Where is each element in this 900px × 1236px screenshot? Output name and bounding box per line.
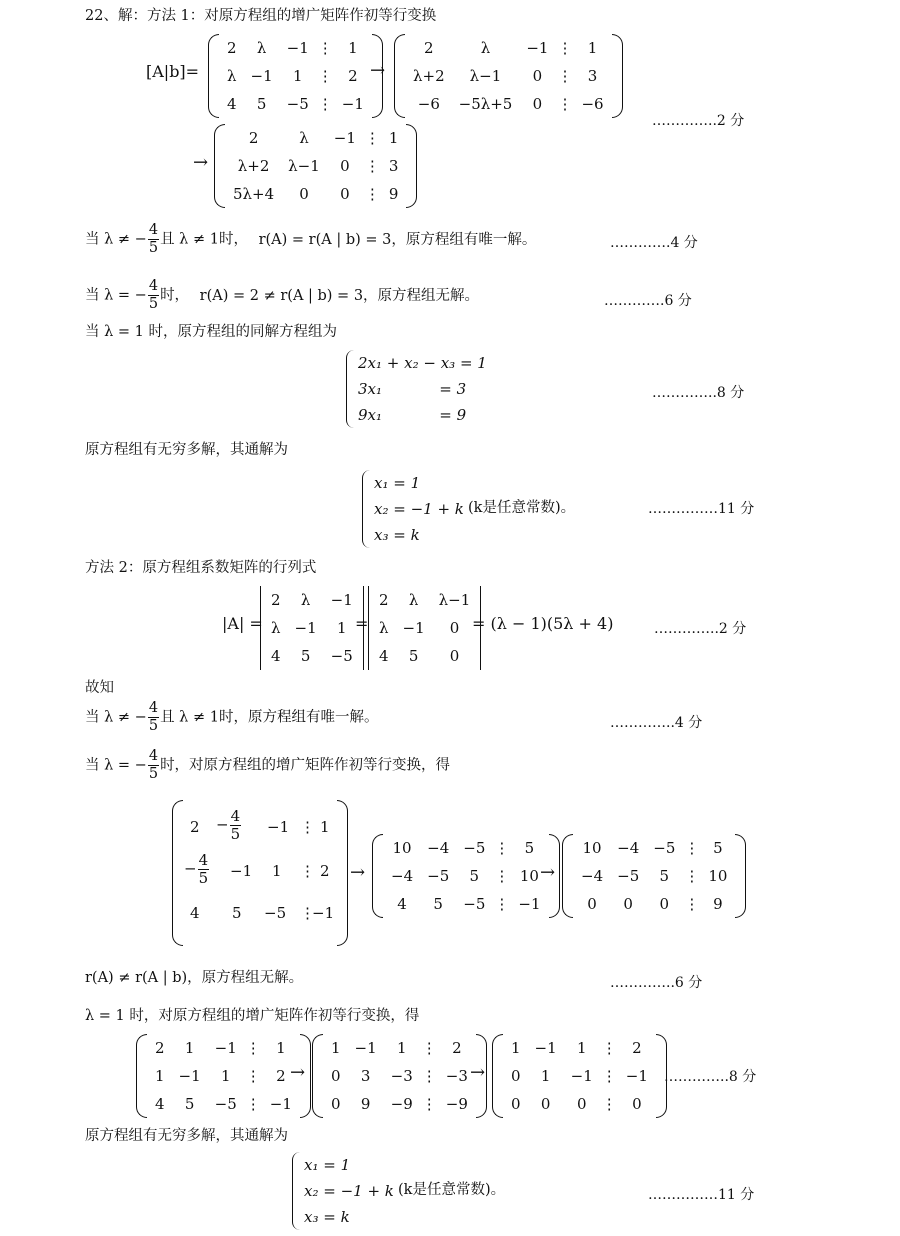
matrix-cell: 2 <box>155 1039 165 1057</box>
matrix-cell: ⋮ <box>245 1067 261 1085</box>
system-eq-2: 3x₁ = 3 <box>358 380 467 398</box>
score-8b: …………..8 分 <box>664 1069 757 1085</box>
arrow: → <box>370 60 386 81</box>
matrix-cell: −1 <box>518 895 541 913</box>
matrix-cell: 5λ+4 <box>233 185 275 203</box>
matrix-cell: 5 <box>433 895 443 913</box>
matrix-cell: −4 <box>427 839 450 857</box>
unique-condition: 当 λ ≠ − $\frac{4}{5}$ 且 λ ≠ 1时， r(A) = r(A | b) = 3，原方程组有唯一解。 <box>85 222 537 256</box>
matrix-cell: ⋮ <box>245 1039 261 1057</box>
matrix-cell: −5 <box>214 1095 237 1113</box>
score-4b: …………..4 分 <box>610 715 703 731</box>
m2a-cell: − $\frac{4}{5}$ <box>216 807 241 843</box>
matrix-cell: 2 <box>379 591 389 609</box>
matrix-m3b <box>312 1034 487 1118</box>
matrix-cell: −9 <box>390 1095 413 1113</box>
matrix-cell: 2 <box>276 1067 286 1085</box>
matrix-m1b <box>394 34 623 118</box>
matrix-m2a <box>172 800 348 946</box>
matrix-cell: ⋮ <box>557 95 573 113</box>
matrix-cell: 0 <box>331 1067 341 1085</box>
matrix-cell: 9 <box>360 1095 371 1113</box>
m2a-cell: −1 <box>312 904 335 922</box>
matrix-cell: ⋮ <box>364 157 380 175</box>
m2a-cell: ⋮ <box>300 818 315 836</box>
matrix-cell: 5 <box>524 839 535 857</box>
score-4a: ………….4 分 <box>610 235 698 251</box>
det-result: = (λ − 1)(5λ + 4) <box>472 614 614 633</box>
matrix-cell: 1 <box>511 1039 521 1057</box>
m2-no-solution: r(A) ≠ r(A | b)，原方程组无解。 <box>85 970 304 986</box>
matrix-cell: 1 <box>184 1039 195 1057</box>
matrix-cell: ⋮ <box>364 129 380 147</box>
sol-1: x₁ = 1 <box>374 474 421 492</box>
matrix-cell: ⋮ <box>601 1095 617 1113</box>
m2a-cell: 1 <box>320 818 330 836</box>
matrix-cell: 1 <box>336 619 347 637</box>
matrix-cell: ⋮ <box>421 1067 437 1085</box>
m2a-cell: −1 <box>267 818 290 836</box>
matrix-cell: λ <box>480 39 491 57</box>
score-6b: …………..6 分 <box>610 975 703 991</box>
m2a-cell: − $\frac{4}{5}$ <box>184 851 209 887</box>
matrix-m3a <box>136 1034 311 1118</box>
matrix-cell: ⋮ <box>364 185 380 203</box>
matrix-cell: λ <box>300 591 311 609</box>
matrix-cell: ⋮ <box>494 895 510 913</box>
score-2a: …………..2 分 <box>652 113 745 129</box>
matrix-cell: λ−1 <box>469 67 502 85</box>
m2a-cell: −5 <box>264 904 287 922</box>
matrix-cell: −1 <box>330 591 353 609</box>
arrow: → <box>350 862 366 883</box>
arrow: → <box>290 1062 306 1083</box>
matrix-cell: −1 <box>354 1039 377 1057</box>
m2a-cell: ⋮ <box>300 904 315 922</box>
matrix-cell: λ <box>299 129 309 147</box>
matrix-cell: −1 <box>250 67 273 85</box>
matrix-cell: 5 <box>256 95 267 113</box>
matrix-cell: 2 <box>248 129 259 147</box>
sol2-note: (k是任意常数)。 <box>398 1182 506 1198</box>
matrix-cell: 0 <box>623 895 633 913</box>
matrix-cell: 1 <box>276 1039 286 1057</box>
matrix-cell: 1 <box>396 1039 407 1057</box>
matrix-cell: 1 <box>220 1067 231 1085</box>
matrix-cell: 0 <box>511 1095 521 1113</box>
matrix-cell: ⋮ <box>317 95 333 113</box>
matrix-cell: −1 <box>269 1095 292 1113</box>
matrix-cell: −5 <box>427 867 450 885</box>
score-11a: ……………11 分 <box>648 501 755 517</box>
matrix-cell: 0 <box>632 1095 642 1113</box>
solution-brace <box>362 470 464 548</box>
matrix-cell: λ <box>379 619 389 637</box>
sol-2: x₂ = −1 + k <box>374 500 464 518</box>
matrix-cell: λ+2 <box>237 157 270 175</box>
matrix-cell: 1 <box>587 39 598 57</box>
score-11b: ……………11 分 <box>648 1187 755 1203</box>
matrix-cell: −5 <box>617 867 640 885</box>
matrix-cell: −1 <box>294 619 317 637</box>
arrow: → <box>540 862 556 883</box>
matrix-cell: 1 <box>292 67 303 85</box>
matrix-cell: 2 <box>452 1039 462 1057</box>
matrix-cell: −4 <box>391 867 414 885</box>
matrix-cell: 0 <box>511 1067 521 1085</box>
matrix-cell: −4 <box>617 839 640 857</box>
matrix-cell: 2 <box>348 67 358 85</box>
no-solution-condition: 当 λ = − $\frac{4}{5}$ 时， r(A) = 2 ≠ r(A | b) = 3，原方程组无解。 <box>85 278 480 312</box>
matrix-cell: 2 <box>227 39 237 57</box>
matrix-cell: −5 <box>286 95 309 113</box>
matrix-cell: ⋮ <box>494 839 510 857</box>
matrix-cell: ⋮ <box>557 39 573 57</box>
sol2-2: x₂ = −1 + k <box>304 1182 394 1200</box>
matrix-cell: −6 <box>581 95 604 113</box>
matrix-cell: 5 <box>713 839 723 857</box>
matrix-cell: λ−1 <box>438 591 471 609</box>
matrix-cell: −5λ+5 <box>458 95 513 113</box>
matrix-cell: 0 <box>540 1095 551 1113</box>
matrix-cell: −1 <box>526 39 549 57</box>
matrix-cell: 5 <box>184 1095 195 1113</box>
matrix-cell: 1 <box>388 129 399 147</box>
augmented-label: [A|b]= <box>146 62 200 81</box>
matrix-cell: 5 <box>408 647 419 665</box>
matrix-cell: 5 <box>300 647 311 665</box>
matrix-cell: 1 <box>331 1039 341 1057</box>
sol-3: x₃ = k <box>374 526 420 544</box>
matrix-cell: −5 <box>653 839 676 857</box>
solution-brace-2 <box>292 1152 394 1230</box>
matrix-cell: 4 <box>379 647 389 665</box>
m2a-cell: ⋮ <box>300 862 315 880</box>
matrix-cell: 10 <box>708 867 728 885</box>
matrix-cell: 2 <box>632 1039 642 1057</box>
matrix-cell: 0 <box>532 67 543 85</box>
matrix-m2c <box>562 834 746 918</box>
matrix-cell: ⋮ <box>317 67 333 85</box>
arrow: → <box>193 152 209 173</box>
system-brace <box>346 350 487 428</box>
matrix-cell: 0 <box>299 185 309 203</box>
matrix-cell: ⋮ <box>557 67 573 85</box>
matrix-cell: ⋮ <box>317 39 333 57</box>
matrix-cell: 3 <box>360 1067 371 1085</box>
matrix-cell: 2 <box>424 39 434 57</box>
matrix-cell: 1 <box>348 39 358 57</box>
matrix-cell: 0 <box>659 895 670 913</box>
matrix-cell: −1 <box>402 619 425 637</box>
matrix-cell: 2 <box>271 591 281 609</box>
sol-note: (k是任意常数)。 <box>468 500 576 516</box>
matrix-cell: ⋮ <box>601 1067 617 1085</box>
matrix-cell: −1 <box>570 1067 593 1085</box>
matrix-cell: λ+2 <box>413 67 445 85</box>
matrix-cell: ⋮ <box>684 867 700 885</box>
determinant-d2 <box>366 586 483 670</box>
matrix-cell: λ <box>256 39 267 57</box>
matrix-m1a <box>208 34 386 118</box>
matrix-cell: −3 <box>390 1067 413 1085</box>
m2a-cell: 2 <box>320 862 330 880</box>
matrix-cell: 1 <box>540 1067 551 1085</box>
matrix-cell: −5 <box>463 839 486 857</box>
matrix-m2b <box>372 834 560 918</box>
score-6a: ………….6 分 <box>604 293 692 309</box>
matrix-cell: −1 <box>341 95 364 113</box>
matrix-cell: −6 <box>417 95 440 113</box>
guzhi: 故知 <box>85 680 114 696</box>
m2a-cell: 5 <box>232 904 242 922</box>
matrix-cell: λ−1 <box>288 157 320 175</box>
m2a-cell: 1 <box>272 862 282 880</box>
matrix-cell: 0 <box>340 157 350 175</box>
matrix-cell: 5 <box>659 867 670 885</box>
det-label: |A| = <box>222 614 263 633</box>
sol2-1: x₁ = 1 <box>304 1156 351 1174</box>
matrix-cell: 0 <box>532 95 543 113</box>
matrix-cell: 0 <box>449 647 460 665</box>
determinant-d1 <box>258 586 369 670</box>
matrix-cell: λ <box>227 67 237 85</box>
problem-header: 22、解：方法 1：对原方程组的增广矩阵作初等行变换 <box>85 8 437 24</box>
infinite-text-2: 原方程组有无穷多解，其通解为 <box>85 1128 288 1144</box>
matrix-cell: 3 <box>587 67 598 85</box>
matrix-cell: 4 <box>271 647 281 665</box>
m2-lambda-one: λ = 1 时，对原方程组的增广矩阵作初等行变换，得 <box>85 1008 420 1024</box>
matrix-cell: λ <box>271 619 281 637</box>
matrix-cell: 0 <box>449 619 460 637</box>
matrix-cell: ⋮ <box>421 1095 437 1113</box>
matrix-cell: −1 <box>178 1067 201 1085</box>
matrix-cell: 4 <box>227 95 237 113</box>
matrix-cell: 1 <box>576 1039 587 1057</box>
arrow: → <box>470 1062 486 1083</box>
matrix-cell: −9 <box>445 1095 468 1113</box>
method2-title: 方法 2：原方程组系数矩阵的行列式 <box>85 560 317 576</box>
matrix-cell: 10 <box>519 867 539 885</box>
matrix-cell: ⋮ <box>684 839 700 857</box>
matrix-cell: −3 <box>445 1067 468 1085</box>
matrix-cell: ⋮ <box>245 1095 261 1113</box>
score-2b: …………..2 分 <box>654 621 747 637</box>
matrix-cell: −1 <box>625 1067 648 1085</box>
m2a-cell: 4 <box>190 904 200 922</box>
matrix-cell: 9 <box>713 895 723 913</box>
matrix-cell: λ <box>408 591 419 609</box>
matrix-cell: −1 <box>534 1039 557 1057</box>
matrix-cell: 4 <box>155 1095 165 1113</box>
matrix-cell: ⋮ <box>421 1039 437 1057</box>
matrix-cell: −4 <box>581 867 604 885</box>
score-8a: …………..8 分 <box>652 385 745 401</box>
infinite-text: 原方程组有无穷多解，其通解为 <box>85 442 288 458</box>
matrix-cell: 0 <box>340 185 350 203</box>
matrix-cell: −1 <box>286 39 309 57</box>
matrix-cell: 10 <box>392 839 412 857</box>
matrix-cell: ⋮ <box>684 895 700 913</box>
matrix-cell: 5 <box>469 867 480 885</box>
matrix-cell: −5 <box>463 895 486 913</box>
matrix-cell: 9 <box>388 185 399 203</box>
matrix-cell: −1 <box>214 1039 237 1057</box>
matrix-cell: 0 <box>576 1095 587 1113</box>
matrix-cell: ⋮ <box>601 1039 617 1057</box>
lambda-one-text: 当 λ = 1 时，原方程组的同解方程组为 <box>85 324 337 340</box>
matrix-cell: ⋮ <box>494 867 510 885</box>
matrix-cell: 1 <box>155 1067 165 1085</box>
system-eq-1: 2x₁ + x₂ − x₃ = 1 <box>358 354 487 372</box>
matrix-cell: −5 <box>330 647 353 665</box>
matrix-m1c <box>214 124 417 208</box>
m2-unique: 当 λ ≠ − $\frac{4}{5}$ 且 λ ≠ 1时，原方程组有唯一解。 <box>85 700 379 734</box>
m2a-cell: −1 <box>230 862 253 880</box>
m2a-cell: 2 <box>190 818 200 836</box>
matrix-cell: 10 <box>582 839 602 857</box>
matrix-cell: 3 <box>388 157 399 175</box>
system-eq-3: 9x₁ = 9 <box>358 406 467 424</box>
matrix-cell: 0 <box>331 1095 341 1113</box>
matrix-m3c <box>492 1034 667 1118</box>
matrix-cell: −1 <box>333 129 356 147</box>
matrix-cell: 4 <box>397 895 407 913</box>
matrix-cell: 0 <box>587 895 597 913</box>
m2-case: 当 λ = − $\frac{4}{5}$ 时，对原方程组的增广矩阵作初等行变换，得 <box>85 748 451 782</box>
equals: = <box>355 614 369 633</box>
sol2-3: x₃ = k <box>304 1208 350 1226</box>
